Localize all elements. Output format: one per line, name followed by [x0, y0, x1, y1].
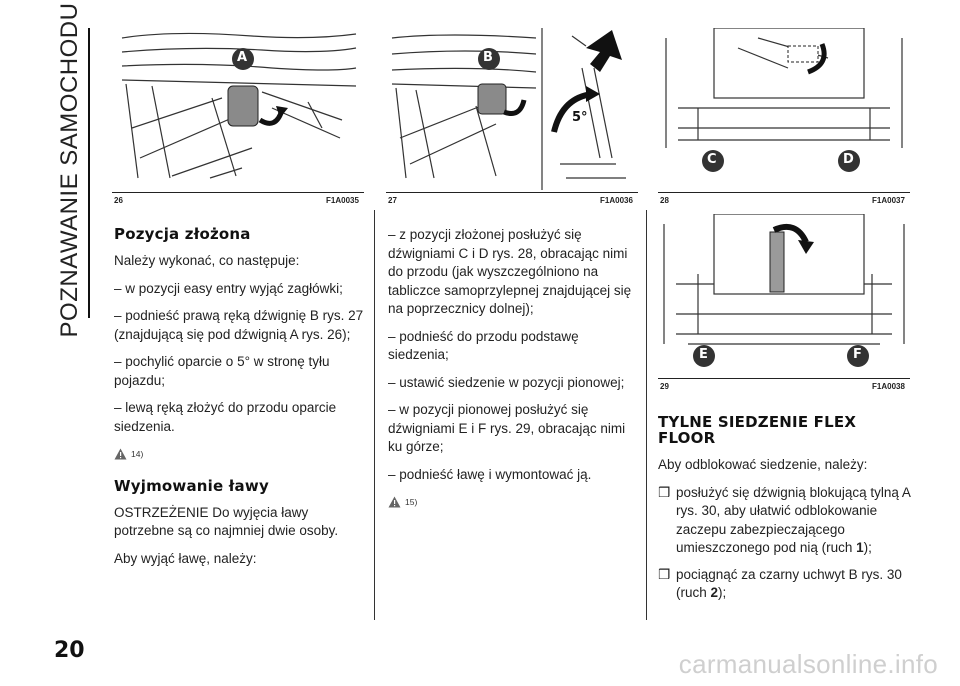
figure-27	[386, 28, 638, 190]
figure-29-illustration	[658, 214, 910, 376]
figure-28-label-d: D	[843, 152, 854, 167]
figure-28-illustration	[658, 28, 910, 190]
heading-bench-removal: Wyjmowanie ławy	[114, 476, 269, 495]
figure-29-rule	[658, 378, 910, 379]
figure-29-number: 29	[660, 382, 669, 391]
column-divider-2	[646, 210, 647, 620]
step-3: – pochylić oparcie o 5° w stronę tyłu pojazdu;	[114, 354, 330, 388]
bullet-1-text-end: );	[863, 540, 872, 555]
note-reference-14	[114, 445, 368, 464]
paragraph-outro: Aby wyjąć ławę, należy:	[114, 550, 257, 566]
warning-icon	[388, 496, 401, 508]
figure-28-number: 28	[660, 196, 669, 205]
note-reference-14-text: 14)	[131, 449, 144, 459]
step-5: – z pozycji złożonej posłużyć się dźwigniami C i D rys. 28, obracając nimi do przodu (jak wyszczególniono na tabliczce samoprzylepnej znajdującej się na poprzecznicy dolnej);	[388, 227, 632, 316]
bullet-item-2	[658, 566, 912, 603]
figure-28-rule	[658, 192, 910, 193]
figure-29-label-e: E	[699, 347, 708, 362]
figure-27-number: 27	[388, 196, 397, 205]
step-2: – podnieść prawą ręką dźwignię B rys. 27 (znajdującą się pod dźwignią A rys. 26);	[114, 308, 364, 342]
bullet-1-move-number: 1	[856, 540, 864, 555]
checkbox-bullet-icon: ❒	[658, 566, 671, 582]
bullet-1-text: posłużyć się dźwignią blokującą tylną A rys. 30, aby ułatwić odblokowanie zaczepu zabezpieczającego umieszczonego pod nią (ruch	[676, 484, 911, 555]
figure-29-code: F1A0038	[872, 382, 905, 391]
bullet-2-move-number: 2	[710, 585, 719, 600]
section-title-text: POZNAWANIE SAMOCHODU	[56, 2, 83, 338]
figure-28-code: F1A0037	[872, 196, 905, 205]
figure-27-code: F1A0036	[600, 196, 633, 205]
column-1	[114, 226, 368, 577]
checkbox-bullet-icon: ❒	[658, 484, 671, 500]
bullet-2-text: pociągnąć za czarny uchwyt B rys. 30 (ruch	[676, 566, 902, 600]
warning-icon	[114, 448, 127, 460]
note-reference-15	[388, 493, 640, 512]
page-number: 20	[54, 638, 85, 663]
figure-27-label-b: B	[483, 50, 493, 65]
figure-28	[658, 28, 910, 190]
paragraph-flex-intro: Aby odblokować siedzenie, należy:	[658, 457, 868, 472]
step-1: – w pozycji easy entry wyjąć zagłówki;	[114, 280, 343, 296]
paragraph-warning: OSTRZEŻENIE Do wyjęcia ławy potrzebne są co najmniej dwie osoby.	[114, 504, 339, 538]
figure-26-code: F1A0035	[326, 196, 359, 205]
figure-27-rule	[386, 192, 638, 193]
bullet-2-text-end: );	[718, 585, 727, 600]
paragraph-intro: Należy wykonać, co następuje:	[114, 253, 300, 268]
bullet-item-1	[658, 484, 912, 558]
step-6: – podnieść do przodu podstawę siedzenia;	[388, 328, 579, 362]
figure-29	[658, 214, 910, 376]
column-2	[388, 226, 640, 526]
step-9: – podnieść ławę i wymontować ją.	[388, 466, 592, 482]
step-8: – w pozycji pionowej posłużyć się dźwigniami E i F rys. 29, obracając nimi ku górze;	[388, 402, 626, 454]
note-reference-15-text: 15)	[405, 497, 418, 507]
step-4: – lewą ręką złożyć do przodu oparcie siedzenia.	[114, 400, 337, 434]
column-3	[658, 414, 912, 611]
figure-27-label-angle: 5°	[572, 110, 588, 125]
heading-folded-position: Pozycja złożona	[114, 225, 251, 243]
step-7: – ustawić siedzenie w pozycji pionowej;	[388, 374, 625, 390]
figure-28-label-c: C	[707, 152, 717, 167]
section-title	[50, 2, 90, 338]
figure-26-number: 26	[114, 196, 123, 205]
figure-29-label-f: F	[853, 347, 862, 362]
sidebar-rule	[88, 28, 90, 318]
figure-26-label-a: A	[237, 50, 248, 65]
column-divider-1	[374, 210, 375, 620]
watermark: carmanualsonline.info	[678, 649, 938, 679]
heading-flex-floor: TYLNE SIEDZENIE FLEX FLOOR	[658, 413, 857, 447]
figure-27-illustration	[386, 28, 638, 190]
figure-26-rule	[112, 192, 364, 193]
figure-26	[112, 28, 364, 190]
